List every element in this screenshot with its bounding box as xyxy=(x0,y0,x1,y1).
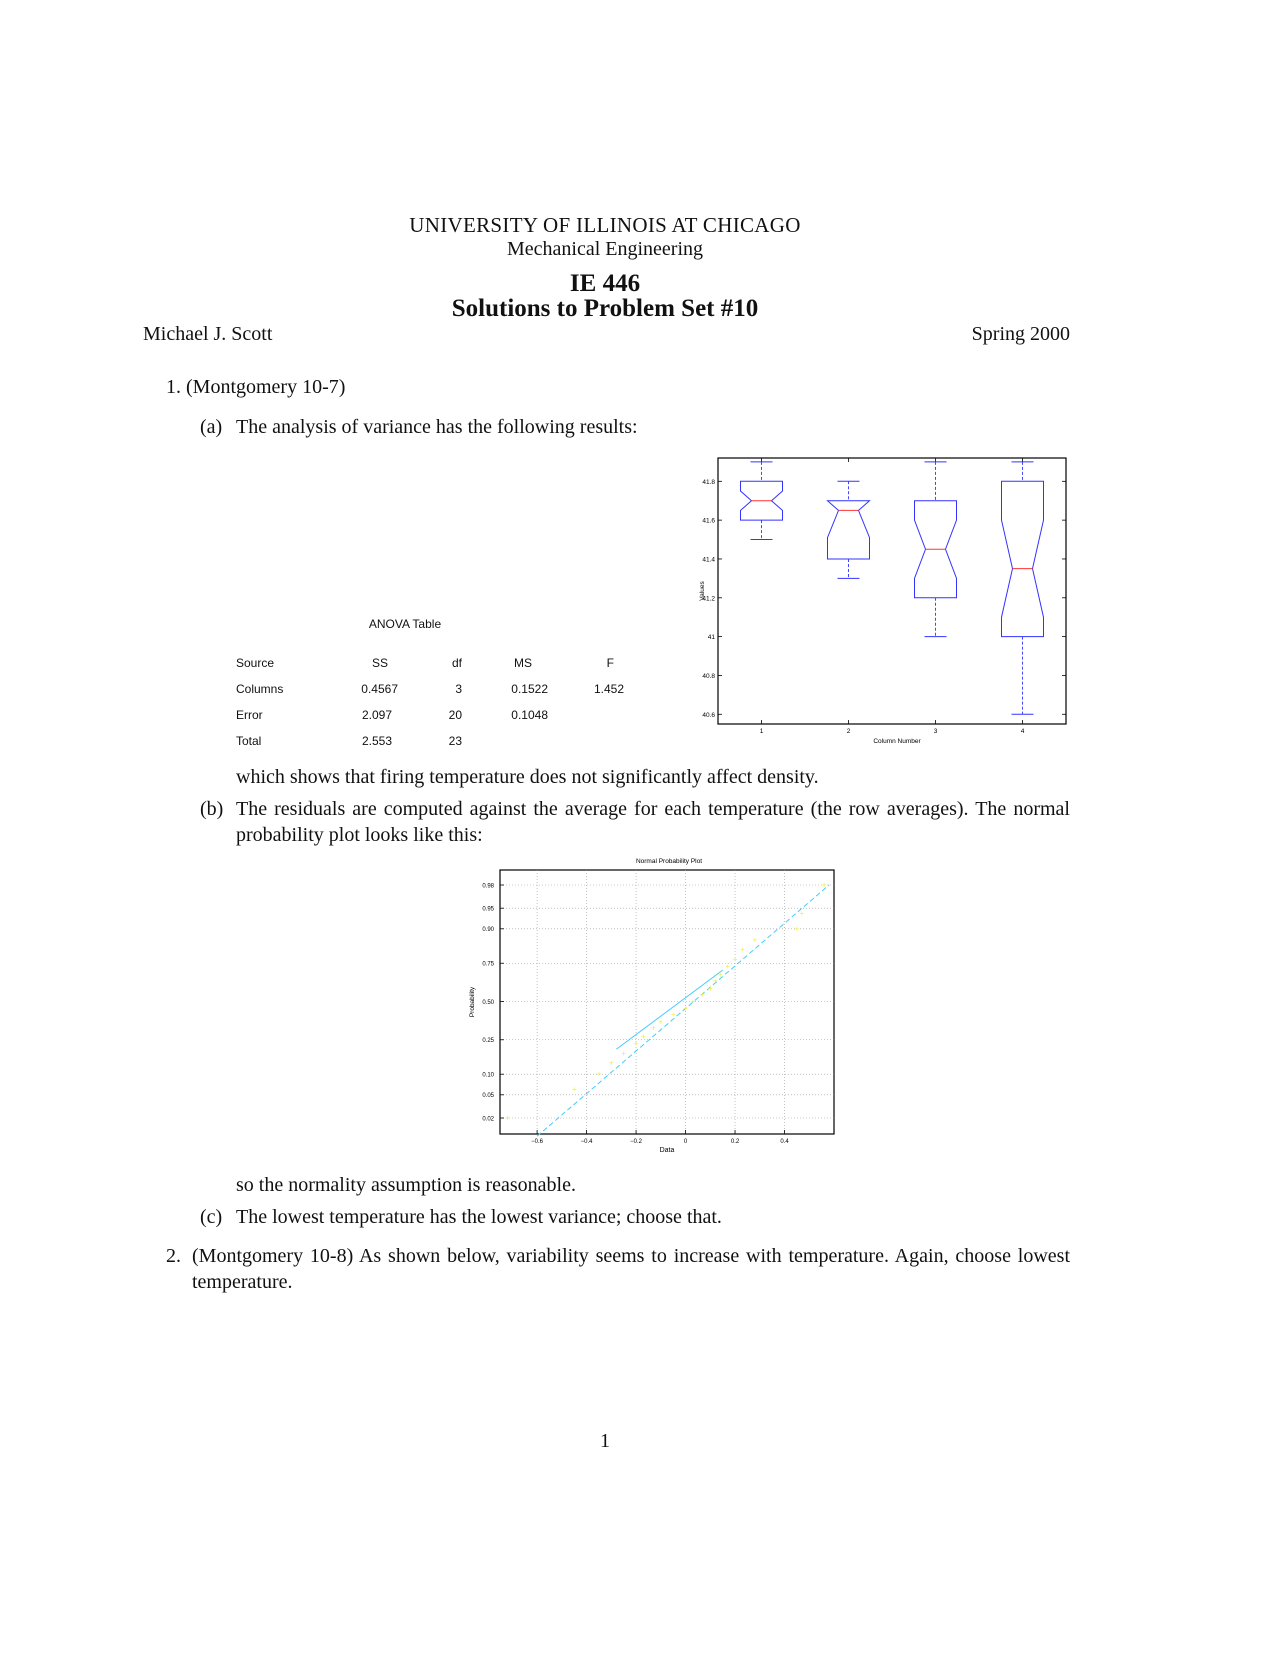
y-tick-label: 0.10 xyxy=(482,1072,494,1079)
data-point: + xyxy=(571,1085,577,1095)
anova-cell xyxy=(462,728,548,754)
data-point: + xyxy=(740,945,745,955)
anova-table xyxy=(236,650,626,754)
anova-cell: 1.452 xyxy=(593,682,624,696)
term: Spring 2000 xyxy=(971,323,1070,345)
x-tick-label: 2 xyxy=(846,728,851,735)
anova-cell: Total xyxy=(236,734,262,748)
course-number: IE 446 xyxy=(569,270,641,297)
y-tick-label: 0.75 xyxy=(482,961,494,968)
x-tick-label: 0 xyxy=(683,1139,688,1145)
data-point: + xyxy=(641,1031,646,1041)
data-point: + xyxy=(712,976,718,986)
box-2 xyxy=(828,501,870,559)
part-a-label: (a) xyxy=(200,416,223,438)
data-point: + xyxy=(670,1009,676,1019)
table-row xyxy=(236,676,626,702)
data-point: + xyxy=(505,1113,510,1123)
problem-1-heading: 1. (Montgomery 10-7) xyxy=(166,376,346,398)
y-tick-label: 41 xyxy=(707,634,715,642)
university-name: UNIVERSITY OF ILLINOIS AT CHICAGO xyxy=(409,213,801,237)
part-b-text: The residuals are computed against the average for each temperature (the row averages). The normal probability plot looks like this: xyxy=(236,798,1070,846)
data-point: + xyxy=(700,989,706,999)
y-tick-label: 40.6 xyxy=(702,711,715,719)
anova-cell: 3 xyxy=(455,682,462,696)
x-axis-label: Data xyxy=(659,1147,675,1154)
y-tick-label: 0.95 xyxy=(482,906,494,913)
x-axis-label: Column Number xyxy=(873,738,921,745)
anova-cell: 0.1048 xyxy=(511,708,548,722)
anova-cell: Error xyxy=(236,708,263,722)
anova-cell: 2.553 xyxy=(361,734,392,748)
x-tick-label: −0.2 xyxy=(630,1139,643,1145)
table-row xyxy=(236,650,626,676)
problem-2-text xyxy=(192,1243,1070,1295)
x-tick-label: −0.4 xyxy=(580,1139,593,1145)
data-point: + xyxy=(683,1004,688,1014)
x-tick-label: −0.6 xyxy=(531,1139,544,1145)
chart-title: Normal Probability Plot xyxy=(635,858,703,865)
data-point: + xyxy=(690,997,696,1006)
x-tick-label: 0.2 xyxy=(730,1139,740,1145)
data-point: + xyxy=(821,880,827,890)
after-table-text: which shows that firing temperature does not significantly affect density. xyxy=(236,766,819,788)
y-tick-label: 0.50 xyxy=(482,999,494,1006)
anova-title: ANOVA Table xyxy=(368,617,442,631)
after-plot-text: so the normality assumption is reasonable. xyxy=(236,1174,576,1196)
x-tick-label: 3 xyxy=(933,728,938,735)
y-tick-label: 40.8 xyxy=(702,672,715,680)
anova-cell: 0.4567 xyxy=(361,682,398,696)
data-point: + xyxy=(725,962,730,972)
data-point: + xyxy=(621,1048,627,1058)
data-point: + xyxy=(707,984,713,994)
y-tick-label: 41.8 xyxy=(702,478,715,486)
y-tick-label: 0.90 xyxy=(482,927,494,934)
anova-cell: 20 xyxy=(448,708,462,722)
y-tick-label: 41.4 xyxy=(702,556,715,564)
part-b-label: (b) xyxy=(200,798,224,820)
data-point: + xyxy=(608,1058,614,1068)
table-row xyxy=(236,728,626,754)
y-tick-label: 0.05 xyxy=(482,1093,494,1100)
y-tick-label: 0.25 xyxy=(482,1038,494,1045)
anova-header-ms: MS xyxy=(514,656,532,670)
page-number: 1 xyxy=(600,1430,610,1452)
anova-header-df: df xyxy=(451,656,462,670)
y-tick-label: 41.6 xyxy=(702,517,715,525)
x-tick-label: 0.4 xyxy=(780,1139,789,1145)
part-c-label: (c) xyxy=(200,1206,223,1228)
problem-2-body: (Montgomery 10-8) As shown below, variability seems to increase with temperature. Again, choose lowest temperature. xyxy=(192,1245,1070,1293)
anova-cell: Columns xyxy=(236,682,284,696)
anova-header-source: Source xyxy=(236,656,275,670)
data-point: + xyxy=(596,1069,602,1079)
data-point: + xyxy=(633,1038,639,1048)
x-tick-label: 1 xyxy=(759,728,764,735)
data-point: + xyxy=(799,908,805,918)
anova-cell: 23 xyxy=(448,734,462,748)
anova-header-ss: SS xyxy=(371,656,388,670)
y-tick-label: 0.02 xyxy=(482,1116,494,1123)
author-name: Michael J. Scott xyxy=(143,323,273,345)
anova-header-f: F xyxy=(606,656,614,670)
table-row xyxy=(236,702,626,728)
data-point: + xyxy=(732,955,738,965)
anova-cell: 0.1522 xyxy=(511,682,548,696)
box-plot-chart xyxy=(690,450,1080,750)
x-tick-label: 4 xyxy=(1020,728,1025,735)
plot-frame xyxy=(500,870,834,1134)
y-axis-label: Values xyxy=(699,581,706,601)
plot-frame xyxy=(718,458,1066,724)
document-title: Solutions to Problem Set #10 xyxy=(451,295,759,322)
data-point: + xyxy=(752,935,758,945)
y-tick-label: 41.2 xyxy=(702,595,715,603)
y-axis-label: Probability xyxy=(469,986,476,1018)
anova-cell xyxy=(548,702,626,728)
data-point: + xyxy=(794,924,800,934)
department-name: Mechanical Engineering xyxy=(506,238,704,260)
data-point: + xyxy=(651,1023,656,1033)
part-c-text: The lowest temperature has the lowest variance; choose that. xyxy=(236,1206,722,1228)
fit-line-solid xyxy=(616,970,722,1049)
problem-2-label: 2. xyxy=(166,1245,181,1267)
data-point: + xyxy=(658,1017,664,1027)
anova-cell xyxy=(548,728,626,754)
data-point: + xyxy=(717,970,723,980)
y-tick-label: 0.98 xyxy=(482,883,494,890)
normal-probability-plot xyxy=(460,850,850,1160)
box-4 xyxy=(1002,481,1044,636)
anova-cell: 2.097 xyxy=(361,708,392,722)
part-a-text: The analysis of variance has the following results: xyxy=(236,416,638,438)
